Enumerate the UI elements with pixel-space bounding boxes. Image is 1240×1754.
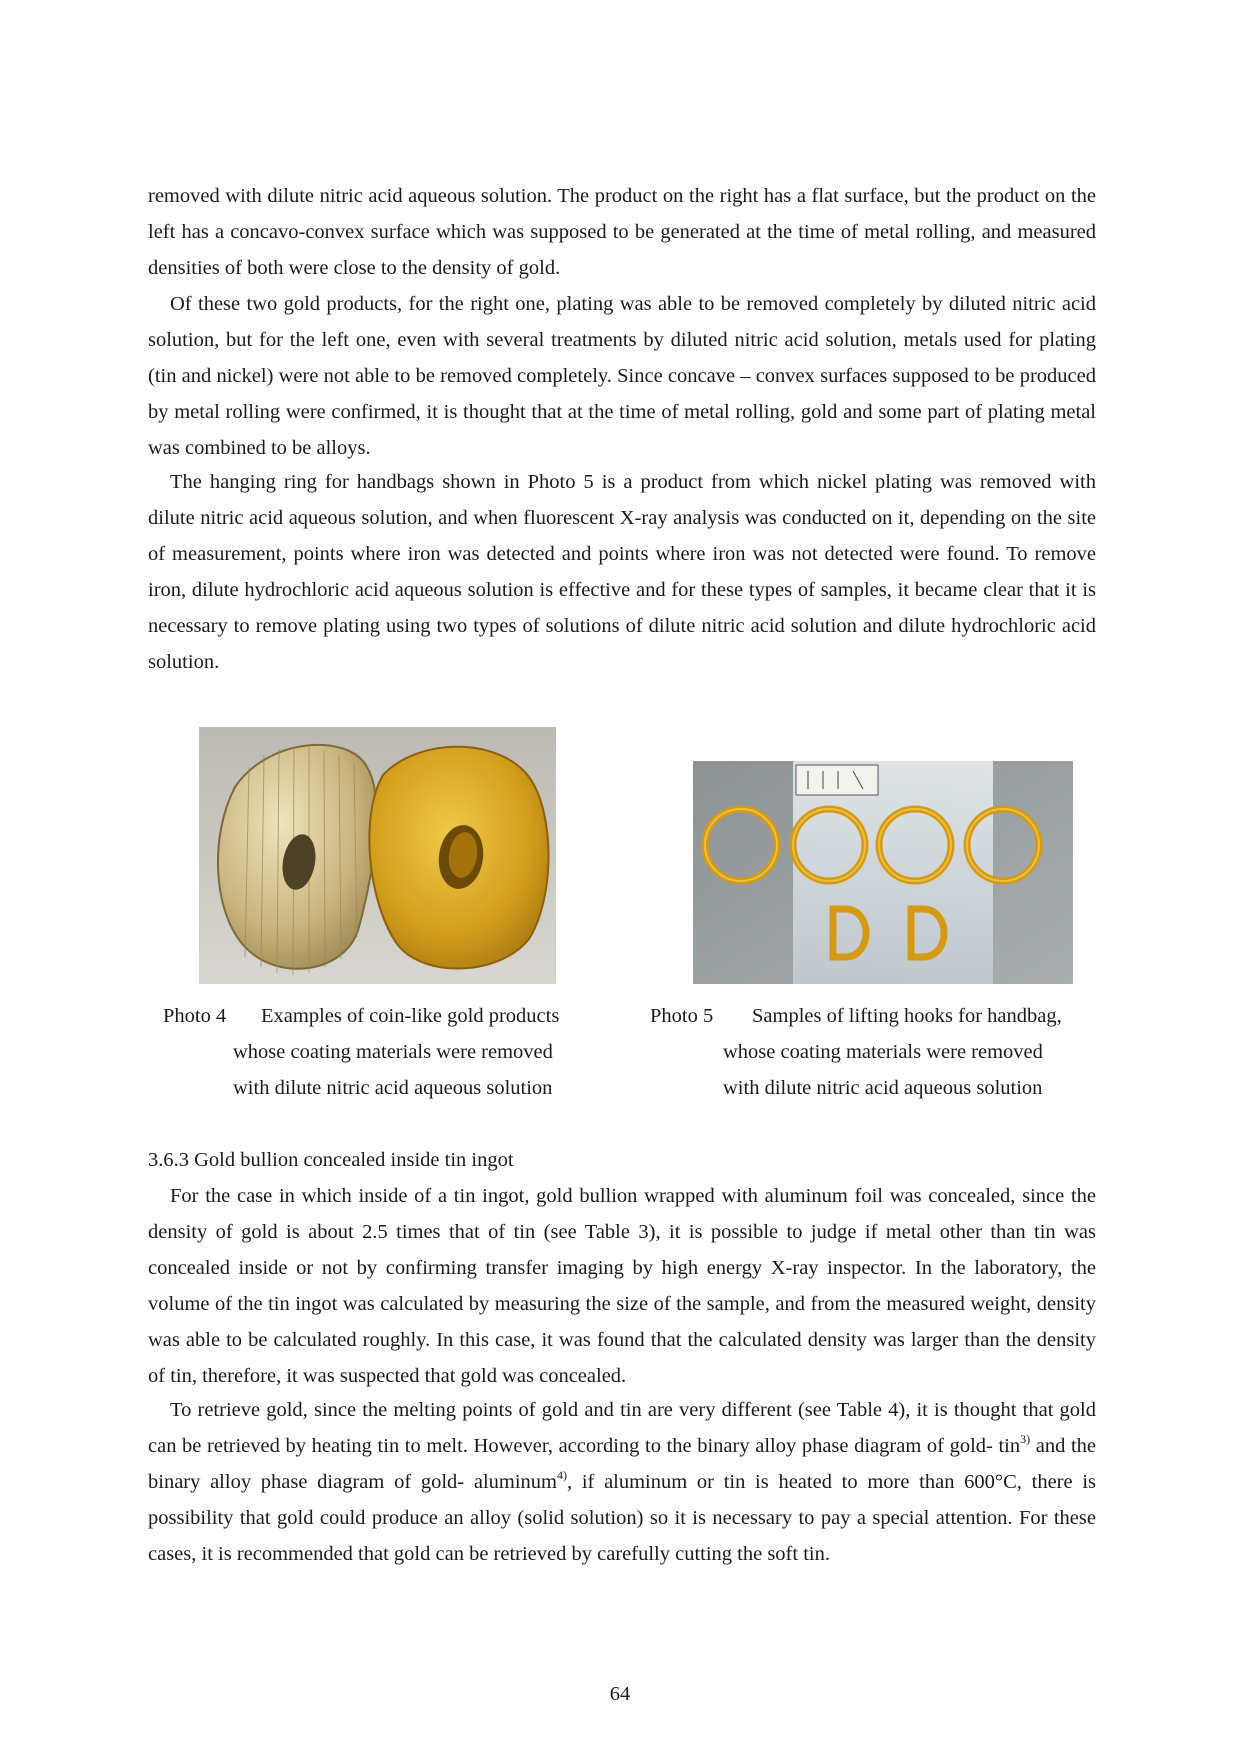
photo-4-caption-line-2: whose coating materials were removed bbox=[233, 1041, 553, 1063]
paragraph-4: For the case in which inside of a tin ingot, gold bullion wrapped with aluminum foil was concealed, since the density of gold is about 2.5 times that of tin (see Table 3), it is possible to judge if metal other than tin was concealed inside or not by confirming transfer imaging by high energy X-ray inspector. In the laboratory, the volume of the tin ingot was calculated by measuring the size of the sample, and from the measured weight, density was able to be calculated roughly. In this case, it was found that the calculated density was larger than the density of tin, therefore, it was suspected that gold was concealed. bbox=[148, 1185, 1096, 1387]
paragraph-5-part-1: To retrieve gold, since the melting points of gold and tin are very different (see Table 4), it is thought that gold can be retrieved by heating tin to melt. However, according to the binary alloy phase diagram of gold- tin bbox=[148, 1399, 1096, 1457]
section-heading: 3.6.3 Gold bullion concealed inside tin ingot bbox=[148, 1149, 514, 1171]
photo-4-gold-coins bbox=[199, 727, 556, 984]
photo-5-number: Photo 5 bbox=[650, 1005, 714, 1027]
photo-4-caption-line-1: Examples of coin-like gold products bbox=[261, 1005, 560, 1027]
reference-4: 4) bbox=[556, 1468, 567, 1482]
photo-4-caption-line-3: with dilute nitric acid aqueous solution bbox=[233, 1077, 553, 1099]
photo-5-handbag-rings bbox=[693, 761, 1073, 984]
page-number: 64 bbox=[609, 1683, 631, 1705]
photo-5-caption-line-3: with dilute nitric acid aqueous solution bbox=[723, 1077, 1043, 1099]
paragraph-5 bbox=[148, 1392, 1096, 1572]
paragraph-3: The hanging ring for handbags shown in Photo 5 is a product from which nickel plating was removed with dilute nitric acid aqueous solution, and when fluorescent X-ray analysis was conducted on it, depending on the site of measurement, points where iron was detected and points where iron was not detected were found. To remove iron, dilute hydrochloric acid aqueous solution is effective and for these types of samples, it became clear that it is necessary to remove plating using two types of solutions of dilute nitric acid solution and dilute hydrochloric acid solution. bbox=[148, 471, 1096, 673]
photo-4-number: Photo 4 bbox=[163, 1005, 227, 1027]
photo-5-caption bbox=[650, 998, 1110, 1108]
paragraph-5-part-3: , if aluminum or tin is heated to more than 600°C, there is possibility that gold could produce an alloy (solid solution) so it is necessary to pay a special attention. For these cases, it is recommended that gold can be retrieved by carefully cutting the soft tin. bbox=[148, 1471, 1096, 1565]
reference-3: 3) bbox=[1020, 1432, 1031, 1446]
photo-5-image bbox=[693, 761, 1073, 984]
photo-5-caption-line-1: Samples of lifting hooks for handbag, bbox=[752, 1005, 1062, 1027]
photo-5-caption-line-2: whose coating materials were removed bbox=[723, 1041, 1043, 1063]
paragraph-2: Of these two gold products, for the right one, plating was able to be removed completely by diluted nitric acid solution, but for the left one, even with several treatments by diluted nitric acid solution, metals used for plating (tin and nickel) were not able to be removed completely. Since concave – convex surfaces supposed to be produced by metal rolling were confirmed, it is thought that at the time of metal rolling, gold and some part of plating metal was combined to be alloys. bbox=[148, 293, 1096, 459]
photo-4-image bbox=[199, 727, 556, 984]
paragraph-5-part-2: and the binary alloy phase diagram of gold- aluminum bbox=[148, 1435, 1096, 1493]
photo-4-caption bbox=[163, 998, 623, 1108]
paragraph-1: removed with dilute nitric acid aqueous solution. The product on the right has a flat surface, but the product on the left has a concavo-convex surface which was supposed to be generated at the time of metal rolling, and measured densities of both were close to the density of gold. bbox=[148, 185, 1096, 279]
